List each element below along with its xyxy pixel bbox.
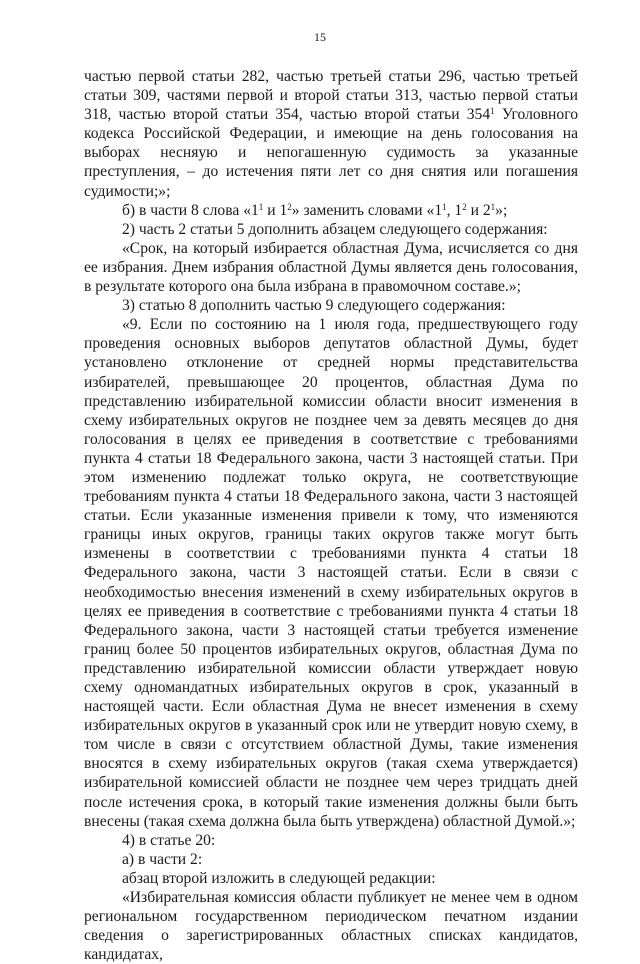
superscript: 2 <box>462 201 467 212</box>
paragraph: б) в части 8 слова «$1^1$ и $1^2$» заменить словами «$1^1$, $1^2$ и $2^1$»; <box>122 201 508 219</box>
superscript: 1 <box>490 201 496 212</box>
paragraph: а) в части 2: <box>122 850 203 868</box>
page-number: 15 <box>314 30 326 44</box>
superscript: 1 <box>258 201 264 212</box>
paragraph: частью первой статьи 282, частью третьей статьи 296, частью третьей статьи 309, частями первой и второй статьи 313, частью первой статьи 318, частью второй статьи 354, частью второй статьи $354^1$ Уголовного кодекса Российской Федерации, и имеющие на день голосования на выборах несняую и непогашенную судимость за указанные преступления, – до истечения пяти лет со дня снятия или погашения судимости;»; <box>84 68 578 200</box>
superscript: 1 <box>490 106 495 117</box>
paragraph: 3) статью 8 дополнить частью 9 следующего содержания: <box>122 297 506 315</box>
paragraph: «9. Если по состоянию на 1 июля года, предшествующего году проведения основных выборов депутатов областной Думы, будет установлено отклонение от средней нормы представительства избирателей, превышающее 20 процентов, областная Дума по представлению избирательной комиссии области вносит изменения в схему избирательных округов не позднее чем за девять месяцев до дня голосования в целях ее приведения в соответствие с требованиями пункта 4 статьи 18 Федерального закона, части 3 настоящей статьи. При этом изменению подлежат только округа, не соответствующие требованиям пункта 4 статьи 18 Федерального закона, части 3 настоящей статьи. Если указанные изменения привели к тому, что изменяются границы иных округов, границы таких округов также могут быть изменены в соответствии с требованиями пункта 4 статьи 18 Федерального закона, части 3 настоящей статьи. Если в связи с необходимостью внесения изменений в схему избирательных округов в целях ее приведения в соответствие с требованиями пункта 4 статьи 18 Федерального закона, части 3 настоящей статьи требуется изменение границ более 50 процентов избирательных округов, областная Дума по представлению избирательной комиссии области утверждает новую схему одномандатных избирательных округов в срок, указанный в настоящей части. Если областная Дума не внесет изменения в схему избирательных округов в указанный срок или не утвердит новую схему, в том числе в связи с отсутствием областной Думы, такие изменения вносятся в схему избирательных округов (такая схема утверждается) избирательной комиссией области не позднее чем через тридцать дней после истечения срока, в который такие изменения должны были быть внесены (такая схема должна была быть утверждена) областной Думой.»; <box>84 316 578 830</box>
superscript: 1 <box>442 201 447 212</box>
paragraph: 2) часть 2 статьи 5 дополнить абзацем следующего содержания: <box>122 220 548 238</box>
document-body <box>84 67 578 964</box>
paragraph: «Избирательная комиссия области публикует не менее чем в одном региональном государственном периодическом печатном издании сведения о зарегистрированных областных списках кандидатов, кандидатах, <box>84 889 578 964</box>
superscript: 2 <box>287 201 292 212</box>
paragraph: 4) в статье 20: <box>122 831 216 849</box>
paragraph: «Срок, на который избирается областная Дума, исчисляется со дня ее избрания. Днем избрания областной Думы является день голосования, в результате которого она была избрана в правомочном составе.»; <box>84 239 578 296</box>
paragraph: абзац второй изложить в следующей редакции: <box>122 869 436 887</box>
